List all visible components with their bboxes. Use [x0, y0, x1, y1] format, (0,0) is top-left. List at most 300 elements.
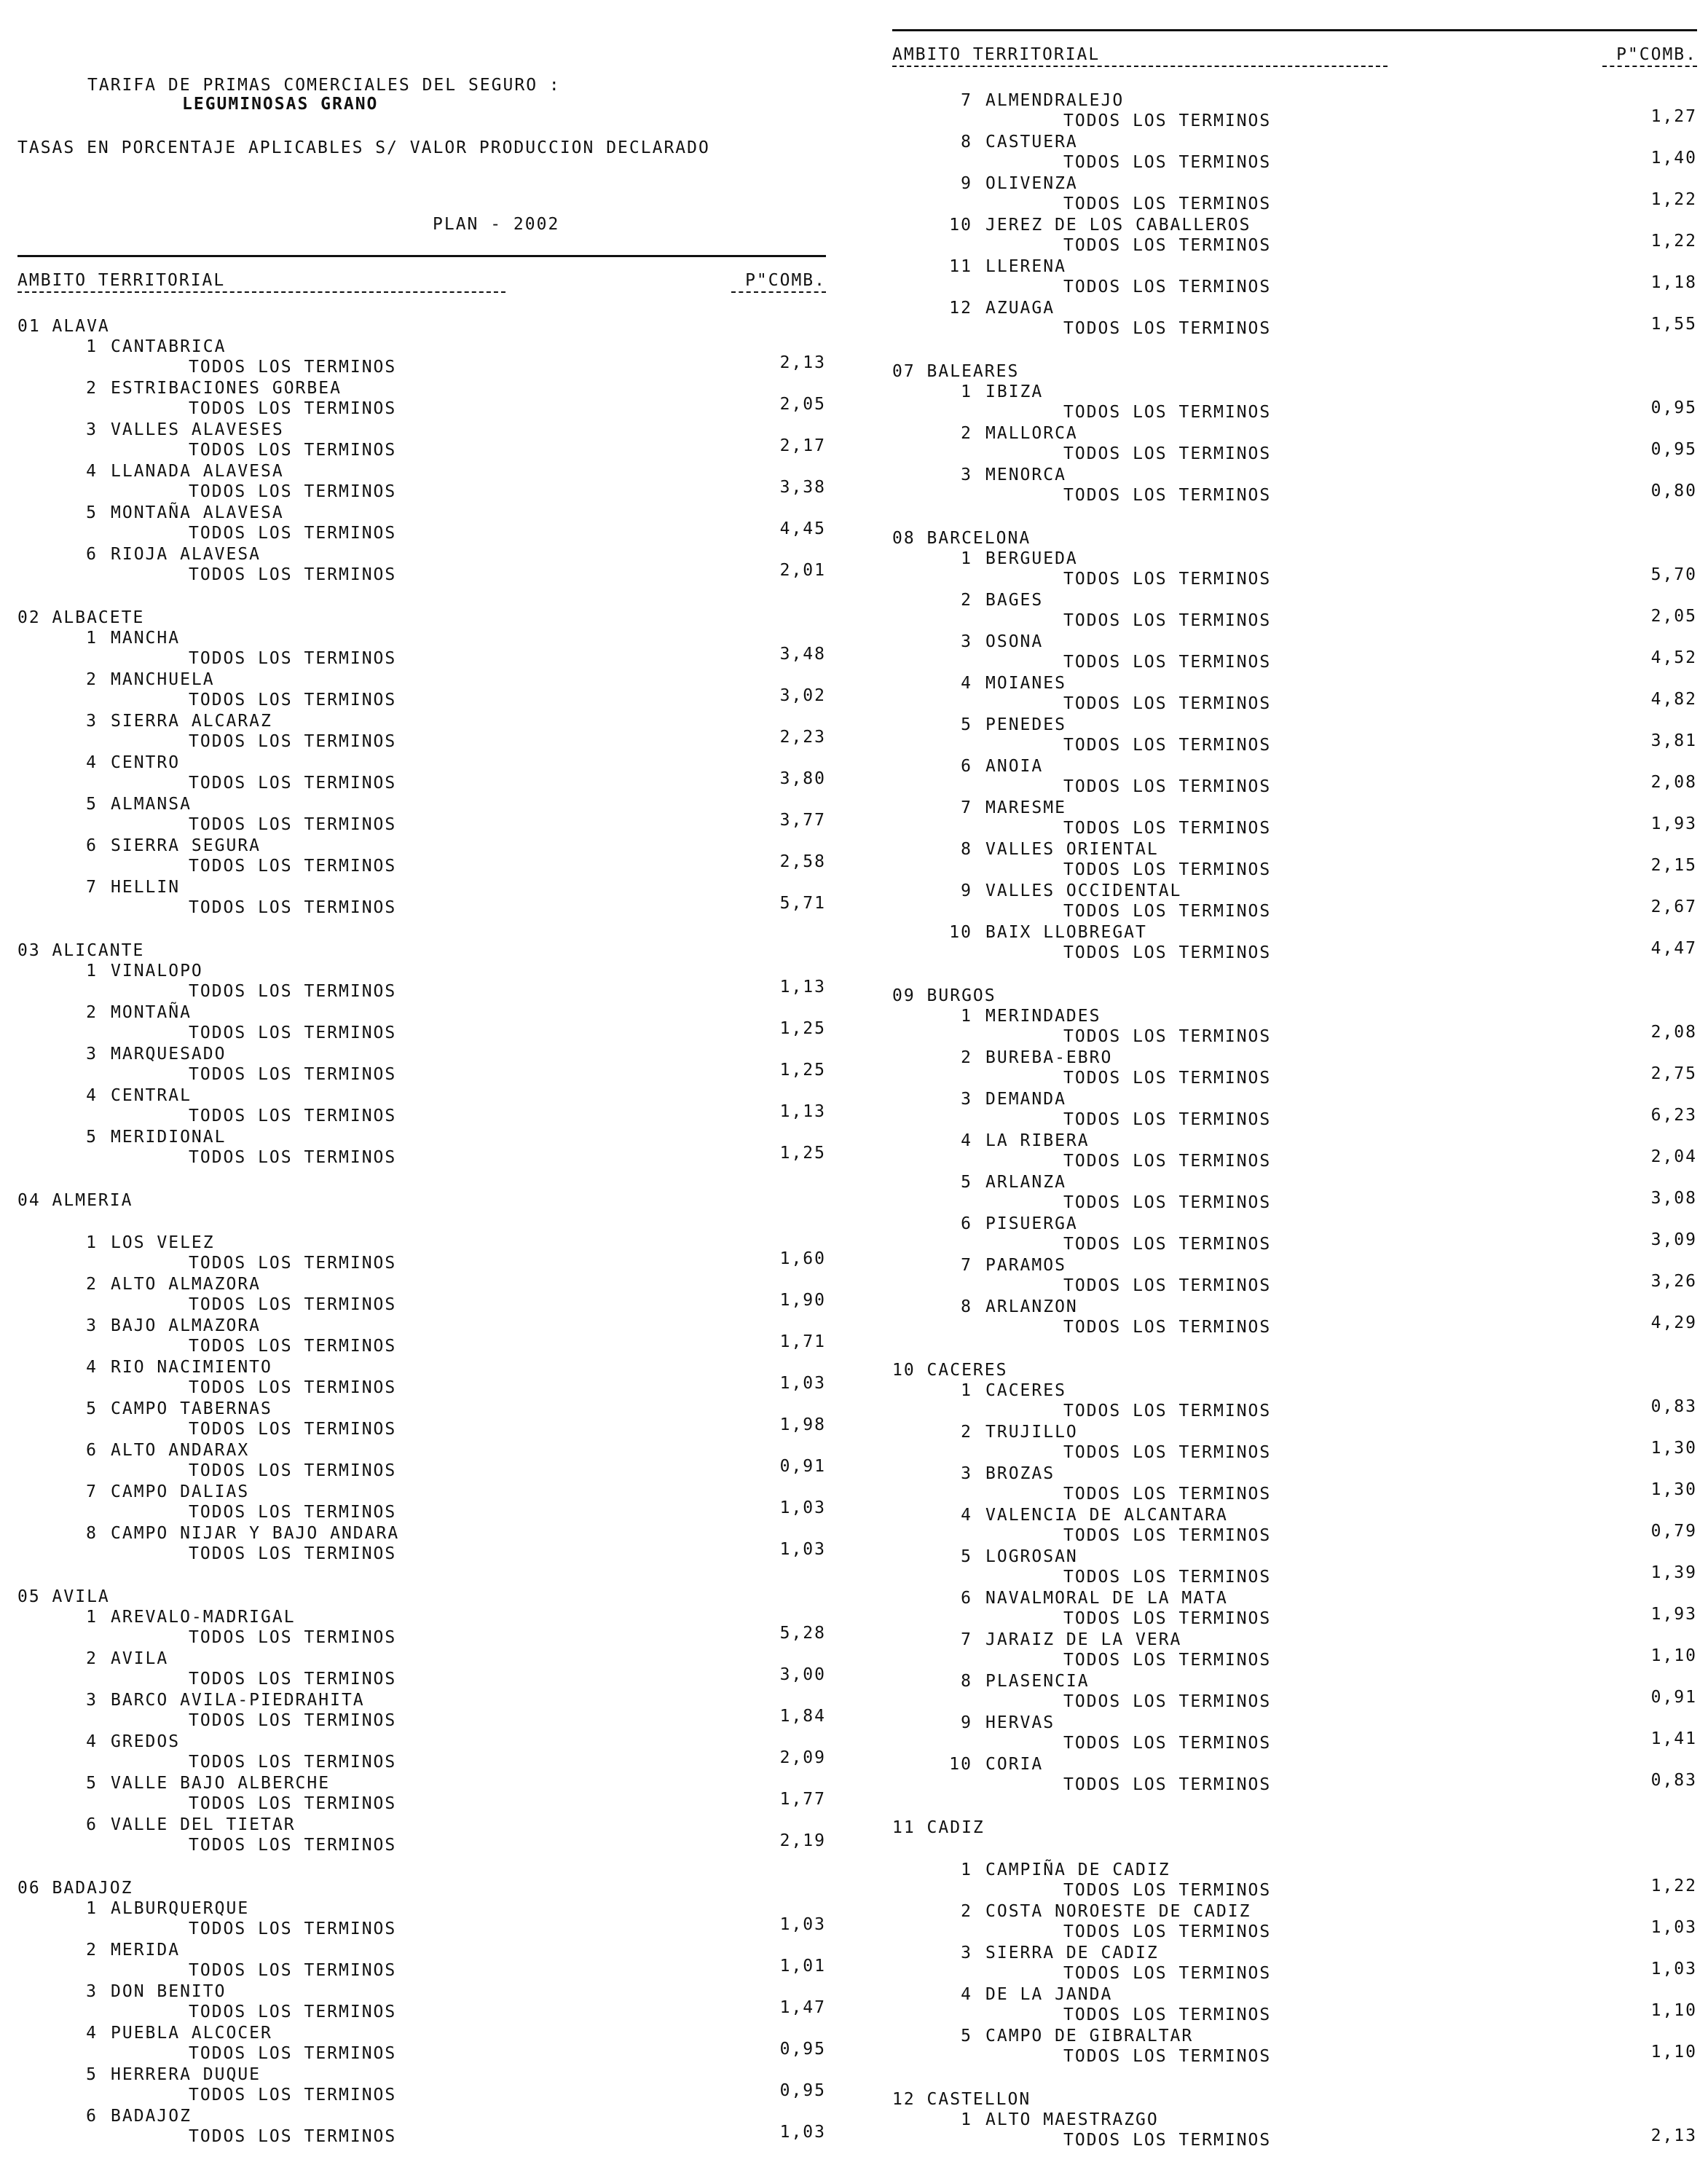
region-name: HERRERA DUQUE: [111, 2065, 261, 2084]
province-block: [17, 1587, 826, 1856]
premium-rate: 1,22: [1650, 1877, 1697, 1895]
region-name: DE LA JANDA: [985, 1985, 1113, 2004]
region-number: 9: [961, 881, 972, 900]
terms-label: TODOS LOS TERMINOS: [1063, 2005, 1272, 2024]
terms-label: TODOS LOS TERMINOS: [1063, 1734, 1272, 1753]
region-name: VALLE DEL TIETAR: [111, 1815, 296, 1834]
region-number: 6: [86, 545, 98, 564]
region-label: [70, 752, 180, 773]
region-number: 4: [961, 1506, 972, 1525]
premium-rate: 1,60: [779, 1249, 826, 1268]
region-name: CORIA: [985, 1755, 1044, 1774]
region-name: BAJO ALMAZORA: [111, 1316, 261, 1335]
premium-rate: 3,80: [779, 769, 826, 788]
premium-rate: 1,25: [779, 1061, 826, 1080]
terms-label: TODOS LOS TERMINOS: [1063, 570, 1272, 589]
column-header-pcomb: P"COMB.: [1616, 45, 1697, 64]
premium-rate: 1,30: [1650, 1439, 1697, 1458]
region-row: [17, 794, 826, 836]
premium-rate: 4,45: [779, 519, 826, 538]
region-number: 4: [961, 1131, 972, 1150]
region-row: [892, 465, 1697, 506]
region-row: [17, 1732, 826, 1773]
province-block: [17, 608, 826, 919]
region-name: DON BENITO: [111, 1982, 227, 2001]
region-name: OSONA: [985, 632, 1044, 651]
region-label: [70, 1085, 192, 1106]
region-label: [945, 881, 1181, 901]
premium-rate: 0,95: [779, 2081, 826, 2100]
region-number: 8: [86, 1524, 98, 1543]
terms-label: TODOS LOS TERMINOS: [1063, 403, 1272, 422]
region-number: 2: [86, 1649, 98, 1668]
region-number: 2: [86, 379, 98, 398]
region-row: [892, 922, 1697, 964]
region-name: VALLES ALAVESES: [111, 420, 284, 439]
region-name: BADAJOZ: [111, 2107, 192, 2126]
terms-label: TODOS LOS TERMINOS: [1063, 1651, 1272, 1670]
region-row: [892, 1172, 1697, 1214]
premium-rate: 0,80: [1650, 482, 1697, 500]
header-underline-value: [731, 291, 826, 293]
region-name: BARCO AVILA-PIEDRAHITA: [111, 1691, 365, 1710]
region-number: 1: [86, 1608, 98, 1627]
region-number: 5: [961, 1547, 972, 1566]
region-row: [892, 215, 1697, 256]
region-name: MARESME: [985, 798, 1066, 817]
region-row: [892, 1754, 1697, 1796]
province-block: [17, 1878, 826, 2147]
region-number: 6: [86, 1441, 98, 1460]
region-number: 2: [961, 1902, 972, 1921]
region-label: [945, 1048, 1112, 1068]
region-number: 8: [961, 840, 972, 859]
region-label: [70, 1233, 215, 1253]
region-label: [70, 1690, 365, 1710]
premium-rate: 1,47: [779, 1998, 826, 2017]
region-label: [70, 544, 261, 565]
premium-rate: 1,03: [779, 1915, 826, 1934]
region-name: RIOJA ALAVESA: [111, 545, 261, 564]
region-label: [945, 1860, 1170, 1880]
region-number: 10: [949, 923, 972, 942]
region-number: 3: [86, 1691, 98, 1710]
region-number: 2: [961, 1423, 972, 1442]
region-name: CASTUERA: [985, 133, 1078, 152]
premium-rate: 2,67: [1650, 897, 1697, 916]
region-row: [892, 1713, 1697, 1754]
region-number: 7: [961, 91, 972, 110]
region-name: ARLANZA: [985, 1173, 1066, 1192]
region-number: 6: [86, 836, 98, 855]
province-name: 10 CACERES: [892, 1361, 1008, 1380]
region-label: [70, 1274, 261, 1294]
region-name: CENTRAL: [111, 1086, 192, 1105]
premium-rate: 1,10: [1650, 1646, 1697, 1665]
region-label: [945, 1505, 1228, 1525]
region-number: 1: [961, 1860, 972, 1879]
premium-rate: 1,03: [779, 1374, 826, 1393]
region-row: [17, 1607, 826, 1648]
region-number: 4: [86, 462, 98, 481]
column-header-pcomb: P"COMB.: [745, 271, 826, 290]
province-name: 08 BARCELONA: [892, 529, 1031, 548]
region-row: [17, 961, 826, 1002]
region-row: [17, 1233, 826, 1274]
header-rule: [892, 29, 1697, 31]
premium-rate: 0,95: [779, 2040, 826, 2059]
premium-rate: 2,04: [1650, 1147, 1697, 1166]
province-list-left: [17, 316, 826, 2147]
region-label: [70, 337, 226, 357]
terms-label: TODOS LOS TERMINOS: [1063, 1193, 1272, 1212]
region-number: 3: [86, 1316, 98, 1335]
premium-rate: 2,58: [779, 852, 826, 871]
region-name: HERVAS: [985, 1713, 1055, 1732]
region-label: [945, 922, 1147, 943]
terms-label: TODOS LOS TERMINOS: [189, 1711, 397, 1730]
terms-label: TODOS LOS TERMINOS: [1063, 278, 1272, 296]
terms-label: TODOS LOS TERMINOS: [1063, 1568, 1272, 1587]
region-number: 3: [86, 1982, 98, 2001]
region-name: CAMPIÑA DE CADIZ: [985, 1860, 1170, 1879]
region-row: [17, 544, 826, 586]
province-name: 04 ALMERIA: [17, 1191, 133, 1210]
region-name: BAIX LLOBREGAT: [985, 923, 1147, 942]
region-number: 2: [86, 1941, 98, 1960]
region-name: IBIZA: [985, 382, 1044, 401]
province-block: [17, 1190, 826, 1565]
region-number: 1: [86, 1899, 98, 1918]
region-label: [945, 1630, 1181, 1650]
region-row: [17, 711, 826, 752]
region-label: [70, 1981, 226, 2002]
premium-rate: 1,18: [1650, 273, 1697, 292]
region-number: 6: [961, 1589, 972, 1608]
region-number: 3: [86, 1045, 98, 1064]
region-label: [945, 215, 1251, 235]
terms-label: TODOS LOS TERMINOS: [189, 1753, 397, 1772]
region-label: [70, 1523, 399, 1544]
region-name: VALLES OCCIDENTAL: [985, 881, 1182, 900]
premium-rate: 5,70: [1650, 565, 1697, 584]
region-row: [892, 756, 1697, 798]
province-list-right: [892, 90, 1697, 2151]
terms-label: TODOS LOS TERMINOS: [189, 1836, 397, 1855]
region-number: 12: [949, 299, 972, 318]
region-row: [17, 1399, 826, 1440]
region-name: JEREZ DE LOS CABALLEROS: [985, 216, 1251, 235]
terms-label: TODOS LOS TERMINOS: [189, 2044, 397, 2063]
region-name: CAMPO DALIAS: [111, 1482, 250, 1501]
table-header: [892, 29, 1697, 70]
premium-rate: 2,05: [779, 395, 826, 414]
column-header-ambito: AMBITO TERRITORIAL: [17, 271, 226, 290]
region-name: NAVALMORAL DE LA MATA: [985, 1589, 1228, 1608]
region-row: [892, 132, 1697, 173]
terms-label: TODOS LOS TERMINOS: [189, 1337, 397, 1356]
terms-label: TODOS LOS TERMINOS: [1063, 1110, 1272, 1129]
region-name: MERINDADES: [985, 1007, 1101, 1026]
region-number: 5: [86, 1774, 98, 1793]
region-name: LLERENA: [985, 257, 1066, 276]
region-row: [892, 549, 1697, 590]
region-name: CAMPO NIJAR Y BAJO ANDARA: [111, 1524, 400, 1543]
region-row: [892, 256, 1697, 298]
premium-rate: 0,91: [779, 1457, 826, 1476]
premium-rate: 1,13: [779, 1102, 826, 1121]
terms-label: TODOS LOS TERMINOS: [1063, 736, 1272, 755]
premium-rate: 2,08: [1650, 773, 1697, 792]
region-number: 6: [961, 757, 972, 776]
region-name: BUREBA-EBRO: [985, 1048, 1113, 1067]
region-row: [892, 1089, 1697, 1131]
region-name: CANTABRICA: [111, 337, 227, 356]
region-number: 1: [961, 1381, 972, 1400]
terms-label: TODOS LOS TERMINOS: [189, 1254, 397, 1273]
column-header-ambito: AMBITO TERRITORIAL: [892, 45, 1101, 64]
region-label: [945, 1255, 1066, 1276]
premium-rate: 1,25: [779, 1144, 826, 1163]
premium-rate: 3,26: [1650, 1272, 1697, 1291]
region-label: [945, 2026, 1193, 2046]
premium-rate: 2,15: [1650, 856, 1697, 875]
region-name: AREVALO-MADRIGAL: [111, 1608, 296, 1627]
terms-label: TODOS LOS TERMINOS: [1063, 1069, 1272, 1088]
region-number: 8: [961, 133, 972, 152]
region-number: 3: [961, 465, 972, 484]
province-name: 03 ALICANTE: [17, 941, 145, 960]
region-number: 6: [86, 1815, 98, 1834]
region-number: 4: [86, 753, 98, 772]
region-row: [17, 378, 826, 420]
premium-rate: 1,10: [1650, 2001, 1697, 2020]
region-label: [70, 1357, 272, 1378]
region-name: ALTO ANDARAX: [111, 1441, 250, 1460]
terms-label: TODOS LOS TERMINOS: [189, 1378, 397, 1397]
premium-rate: 1,10: [1650, 2043, 1697, 2062]
region-number: 2: [961, 1048, 972, 1067]
region-row: [892, 881, 1697, 922]
premium-rate: 3,08: [1650, 1189, 1697, 1208]
region-name: ANOIA: [985, 757, 1044, 776]
document-subtitle: TASAS EN PORCENTAJE APLICABLES S/ VALOR PRODUCCION DECLARADO: [17, 138, 710, 157]
region-number: 10: [949, 1755, 972, 1774]
region-row: [17, 420, 826, 461]
region-name: SIERRA SEGURA: [111, 836, 261, 855]
table-header: [17, 255, 826, 296]
premium-rate: 1,22: [1650, 190, 1697, 209]
premium-rate: 3,00: [779, 1665, 826, 1684]
premium-rate: 1,03: [1650, 1960, 1697, 1978]
region-label: [945, 465, 1066, 485]
region-label: [70, 1482, 249, 1502]
terms-label: TODOS LOS TERMINOS: [189, 2003, 397, 2021]
region-row: [892, 798, 1697, 839]
premium-rate: 2,05: [1650, 607, 1697, 626]
province-name: 12 CASTELLON: [892, 2090, 1031, 2109]
region-number: 4: [86, 2024, 98, 2043]
region-label: [945, 1671, 1090, 1691]
region-row: [892, 715, 1697, 756]
region-row: [892, 1131, 1697, 1172]
terms-label: TODOS LOS TERMINOS: [1063, 611, 1272, 630]
terms-label: TODOS LOS TERMINOS: [1063, 486, 1272, 505]
province-block: [892, 361, 1697, 506]
terms-label: TODOS LOS TERMINOS: [189, 774, 397, 793]
region-label: [70, 1940, 180, 1960]
region-row: [17, 1523, 826, 1565]
premium-rate: 2,19: [779, 1831, 826, 1850]
right-column: [892, 0, 1697, 2151]
document-title: TARIFA DE PRIMAS COMERCIALES DEL SEGURO :: [87, 76, 561, 95]
premium-rate: 1,25: [779, 1019, 826, 1038]
region-name: ALMENDRALEJO: [985, 91, 1125, 110]
region-label: [70, 1127, 226, 1147]
terms-label: TODOS LOS TERMINOS: [1063, 1152, 1272, 1171]
region-number: 1: [961, 2110, 972, 2129]
region-number: 2: [86, 1275, 98, 1294]
region-name: BROZAS: [985, 1464, 1055, 1483]
header-rule: [17, 255, 826, 257]
region-row: [892, 382, 1697, 423]
region-label: [70, 1607, 296, 1627]
region-name: PUEBLA ALCOCER: [111, 2024, 272, 2043]
region-name: PENEDES: [985, 715, 1066, 734]
premium-rate: 1,71: [779, 1332, 826, 1351]
region-row: [17, 461, 826, 503]
region-name: LA RIBERA: [985, 1131, 1090, 1150]
region-name: CAMPO DE GIBRALTAR: [985, 2027, 1194, 2046]
premium-rate: 0,95: [1650, 398, 1697, 417]
terms-label: TODOS LOS TERMINOS: [189, 1295, 397, 1314]
premium-rate: 3,81: [1650, 731, 1697, 750]
premium-rate: 3,02: [779, 686, 826, 705]
region-name: SIERRA DE CADIZ: [985, 1944, 1159, 1962]
region-label: [70, 836, 261, 856]
premium-rate: 1,90: [779, 1291, 826, 1310]
region-row: [892, 90, 1697, 132]
region-label: [945, 590, 1043, 610]
premium-rate: 0,91: [1650, 1688, 1697, 1707]
region-row: [892, 2110, 1697, 2151]
premium-rate: 1,93: [1650, 814, 1697, 833]
region-row: [892, 1943, 1697, 1984]
region-name: ALTO ALMAZORA: [111, 1275, 261, 1294]
region-name: CENTRO: [111, 753, 181, 772]
region-label: [945, 1214, 1078, 1234]
terms-label: TODOS LOS TERMINOS: [1063, 860, 1272, 879]
province-block: [892, 2089, 1697, 2151]
region-label: [945, 549, 1078, 569]
region-label: [945, 1943, 1159, 1963]
premium-rate: 5,71: [779, 894, 826, 913]
region-number: 5: [86, 503, 98, 522]
region-number: 2: [961, 591, 972, 610]
region-row: [892, 1297, 1697, 1338]
region-label: [945, 1422, 1078, 1442]
premium-rate: 1,27: [1650, 107, 1697, 126]
terms-label: TODOS LOS TERMINOS: [189, 1628, 397, 1647]
region-name: GREDOS: [111, 1732, 181, 1751]
premium-rate: 2,75: [1650, 1064, 1697, 1083]
premium-rate: 1,03: [779, 1498, 826, 1517]
region-label: [945, 1089, 1066, 1109]
region-row: [17, 337, 826, 378]
region-number: 4: [961, 674, 972, 693]
premium-rate: 2,08: [1650, 1023, 1697, 1042]
region-label: [945, 1463, 1055, 1484]
region-label: [945, 1380, 1066, 1401]
region-number: 4: [86, 1732, 98, 1751]
region-row: [892, 1380, 1697, 1422]
region-label: [70, 2064, 261, 2085]
province-block: [892, 1818, 1697, 2067]
header-underline: [17, 291, 505, 293]
region-row: [892, 1214, 1697, 1255]
premium-rate: 2,13: [1650, 2126, 1697, 2145]
terms-label: TODOS LOS TERMINOS: [1063, 1775, 1272, 1794]
province-name: 07 BALEARES: [892, 362, 1020, 381]
province-name: 06 BADAJOZ: [17, 1879, 133, 1898]
region-number: 5: [961, 715, 972, 734]
region-label: [945, 1297, 1078, 1317]
premium-rate: 1,39: [1650, 1563, 1697, 1582]
terms-label: TODOS LOS TERMINOS: [1063, 1027, 1272, 1046]
terms-label: TODOS LOS TERMINOS: [189, 1420, 397, 1439]
region-name: ALMANSA: [111, 795, 192, 814]
premium-rate: 4,82: [1650, 690, 1697, 709]
premium-rate: 0,83: [1650, 1397, 1697, 1416]
region-label: [70, 1732, 180, 1752]
region-name: MENORCA: [985, 465, 1066, 484]
terms-label: TODOS LOS TERMINOS: [189, 982, 397, 1001]
terms-label: TODOS LOS TERMINOS: [1063, 194, 1272, 213]
terms-label: TODOS LOS TERMINOS: [189, 482, 397, 501]
region-number: 7: [961, 798, 972, 817]
terms-label: TODOS LOS TERMINOS: [1063, 111, 1272, 130]
terms-label: TODOS LOS TERMINOS: [1063, 1881, 1272, 1900]
premium-rate: 1,03: [1650, 1918, 1697, 1937]
terms-label: TODOS LOS TERMINOS: [189, 2086, 397, 2105]
region-label: [945, 173, 1078, 194]
terms-label: TODOS LOS TERMINOS: [1063, 1609, 1272, 1628]
region-row: [17, 1815, 826, 1856]
region-row: [892, 1255, 1697, 1297]
terms-label: TODOS LOS TERMINOS: [189, 524, 397, 543]
region-name: LOGROSAN: [985, 1547, 1078, 1566]
region-label: [70, 1815, 296, 1835]
region-label: [945, 1172, 1066, 1192]
region-row: [17, 2023, 826, 2064]
region-name: SIERRA ALCARAZ: [111, 712, 272, 731]
region-row: [892, 1671, 1697, 1713]
region-number: 3: [86, 712, 98, 731]
region-name: BAGES: [985, 591, 1044, 610]
region-number: 4: [961, 1985, 972, 2004]
region-row: [892, 1422, 1697, 1463]
region-name: DEMANDA: [985, 1090, 1066, 1109]
region-number: 5: [86, 1399, 98, 1418]
region-row: [17, 1274, 826, 1316]
terms-label: TODOS LOS TERMINOS: [1063, 1235, 1272, 1254]
region-number: 5: [86, 1128, 98, 1147]
terms-label: TODOS LOS TERMINOS: [189, 1961, 397, 1980]
region-name: MALLORCA: [985, 424, 1078, 443]
region-label: [945, 1588, 1228, 1608]
region-row: [17, 752, 826, 794]
region-label: [70, 2106, 192, 2126]
